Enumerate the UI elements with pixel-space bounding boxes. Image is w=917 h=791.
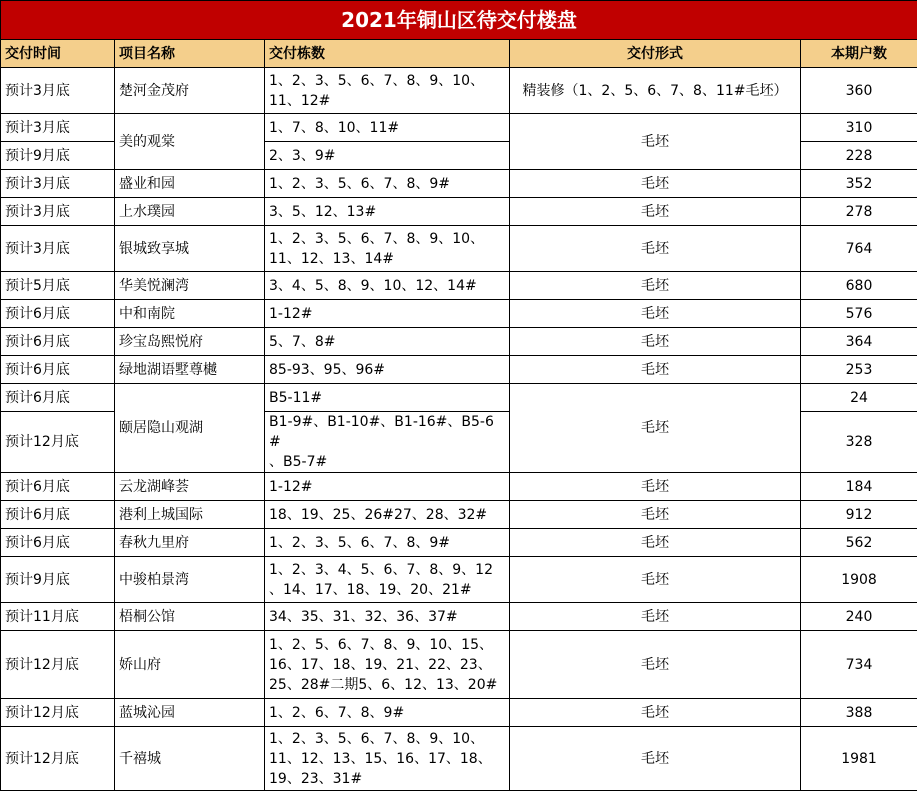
cell-time: 预计11月底 <box>1 603 115 631</box>
cell-form: 毛坯 <box>510 114 801 170</box>
table-row <box>1 300 917 328</box>
cell-households: 184 <box>801 473 917 501</box>
cell-households: 360 <box>801 68 917 114</box>
cell-form: 毛坯 <box>510 501 801 529</box>
cell-time: 预计9月底 <box>1 142 115 170</box>
cell-buildings: 1、2、3、5、6、7、8、9、10、 11、12、13、15、16、17、18、 19、23、31# <box>265 727 510 791</box>
cell-buildings: 2、3、9# <box>265 142 510 170</box>
table-row <box>1 631 917 699</box>
cell-households: 240 <box>801 603 917 631</box>
table-row <box>1 557 917 603</box>
cell-form: 毛坯 <box>510 631 801 699</box>
cell-households: 562 <box>801 529 917 557</box>
header-name: 项目名称 <box>115 40 265 68</box>
cell-buildings: 85-93、95、96# <box>265 356 510 384</box>
cell-name: 云龙湖峰荟 <box>115 473 265 501</box>
cell-households: 388 <box>801 699 917 727</box>
cell-buildings: 1、2、3、5、6、7、8、9# <box>265 170 510 198</box>
header-buildings: 交付栋数 <box>265 40 510 68</box>
cell-form: 毛坯 <box>510 529 801 557</box>
cell-form: 毛坯 <box>510 473 801 501</box>
cell-time: 预计6月底 <box>1 356 115 384</box>
table-row <box>1 328 917 356</box>
cell-time: 预计12月底 <box>1 412 115 473</box>
cell-form: 毛坯 <box>510 328 801 356</box>
cell-buildings: 5、7、8# <box>265 328 510 356</box>
cell-name: 春秋九里府 <box>115 529 265 557</box>
cell-name: 中骏柏景湾 <box>115 557 265 603</box>
cell-households: 576 <box>801 300 917 328</box>
cell-form: 毛坯 <box>510 603 801 631</box>
cell-time: 预计9月底 <box>1 557 115 603</box>
cell-households: 310 <box>801 114 917 142</box>
cell-name: 港利上城国际 <box>115 501 265 529</box>
cell-buildings: 3、5、12、13# <box>265 198 510 226</box>
cell-households: 228 <box>801 142 917 170</box>
cell-buildings: 18、19、25、26#27、28、32# <box>265 501 510 529</box>
table-row <box>1 384 917 412</box>
cell-form: 毛坯 <box>510 300 801 328</box>
table-row <box>1 226 917 272</box>
cell-buildings: 3、4、5、8、9、10、12、14# <box>265 272 510 300</box>
cell-time: 预计5月底 <box>1 272 115 300</box>
cell-name: 千禧城 <box>115 727 265 791</box>
cell-households: 253 <box>801 356 917 384</box>
cell-households: 352 <box>801 170 917 198</box>
cell-name: 上水璞园 <box>115 198 265 226</box>
cell-name: 梧桐公馆 <box>115 603 265 631</box>
cell-time: 预计6月底 <box>1 300 115 328</box>
cell-name: 娇山府 <box>115 631 265 699</box>
cell-time: 预计3月底 <box>1 198 115 226</box>
header-time: 交付时间 <box>1 40 115 68</box>
cell-form: 毛坯 <box>510 170 801 198</box>
cell-households: 364 <box>801 328 917 356</box>
cell-form: 毛坯 <box>510 356 801 384</box>
table-row <box>1 473 917 501</box>
table-row <box>1 501 917 529</box>
table-row <box>1 603 917 631</box>
cell-name: 绿地湖语墅尊樾 <box>115 356 265 384</box>
cell-buildings: 1、2、3、5、6、7、8、9、10、 11、12、13、14# <box>265 226 510 272</box>
cell-time: 预计6月底 <box>1 384 115 412</box>
cell-households: 328 <box>801 412 917 473</box>
cell-buildings: 1、2、6、7、8、9# <box>265 699 510 727</box>
table-row <box>1 356 917 384</box>
cell-households: 1981 <box>801 727 917 791</box>
page-title: 2021年铜山区待交付楼盘 <box>1 1 917 40</box>
cell-households: 24 <box>801 384 917 412</box>
cell-time: 预计12月底 <box>1 699 115 727</box>
cell-name: 华美悦澜湾 <box>115 272 265 300</box>
cell-households: 734 <box>801 631 917 699</box>
table-row <box>1 198 917 226</box>
cell-form: 精装修（1、2、5、6、7、8、11#毛坯） <box>510 68 801 114</box>
cell-time: 预计12月底 <box>1 631 115 699</box>
cell-households: 680 <box>801 272 917 300</box>
header-households: 本期户数 <box>801 40 917 68</box>
cell-name: 银城致享城 <box>115 226 265 272</box>
cell-form: 毛坯 <box>510 384 801 473</box>
table-row <box>1 68 917 114</box>
cell-time: 预计3月底 <box>1 226 115 272</box>
table-row <box>1 699 917 727</box>
cell-name: 颐居隐山观湖 <box>115 384 265 473</box>
cell-households: 764 <box>801 226 917 272</box>
cell-buildings: 1-12# <box>265 300 510 328</box>
cell-time: 预计6月底 <box>1 473 115 501</box>
cell-time: 预计12月底 <box>1 727 115 791</box>
cell-name: 楚河金茂府 <box>115 68 265 114</box>
cell-buildings: 1、2、3、4、5、6、7、8、9、12 、14、17、18、19、20、21# <box>265 557 510 603</box>
table-row <box>1 529 917 557</box>
cell-buildings: B1-9#、B1-10#、B1-16#、B5-6# 、B5-7# <box>265 412 510 473</box>
cell-form: 毛坯 <box>510 272 801 300</box>
table-row <box>1 170 917 198</box>
header-form: 交付形式 <box>510 40 801 68</box>
cell-name: 美的观棠 <box>115 114 265 170</box>
cell-buildings: 1、2、5、6、7、8、9、10、15、 16、17、18、19、21、22、23、 25、28#二期5、6、12、13、20# <box>265 631 510 699</box>
cell-buildings: 34、35、31、32、36、37# <box>265 603 510 631</box>
cell-name: 中和南院 <box>115 300 265 328</box>
table-row <box>1 727 917 791</box>
cell-time: 预计3月底 <box>1 114 115 142</box>
cell-buildings: 1、7、8、10、11# <box>265 114 510 142</box>
header-row <box>1 40 917 68</box>
cell-households: 278 <box>801 198 917 226</box>
cell-time: 预计3月底 <box>1 170 115 198</box>
cell-buildings: 1、2、3、5、6、7、8、9、10、 11、12# <box>265 68 510 114</box>
cell-form: 毛坯 <box>510 699 801 727</box>
cell-form: 毛坯 <box>510 727 801 791</box>
cell-buildings: B5-11# <box>265 384 510 412</box>
cell-time: 预计6月底 <box>1 328 115 356</box>
cell-buildings: 1-12# <box>265 473 510 501</box>
table-row <box>1 272 917 300</box>
cell-time: 预计6月底 <box>1 501 115 529</box>
cell-form: 毛坯 <box>510 557 801 603</box>
cell-buildings: 1、2、3、5、6、7、8、9# <box>265 529 510 557</box>
cell-name: 盛业和园 <box>115 170 265 198</box>
cell-time: 预计3月底 <box>1 68 115 114</box>
cell-form: 毛坯 <box>510 198 801 226</box>
cell-households: 912 <box>801 501 917 529</box>
cell-form: 毛坯 <box>510 226 801 272</box>
cell-households: 1908 <box>801 557 917 603</box>
cell-name: 珍宝岛熙悦府 <box>115 328 265 356</box>
cell-name: 蓝城沁园 <box>115 699 265 727</box>
table-row <box>1 114 917 142</box>
cell-time: 预计6月底 <box>1 529 115 557</box>
